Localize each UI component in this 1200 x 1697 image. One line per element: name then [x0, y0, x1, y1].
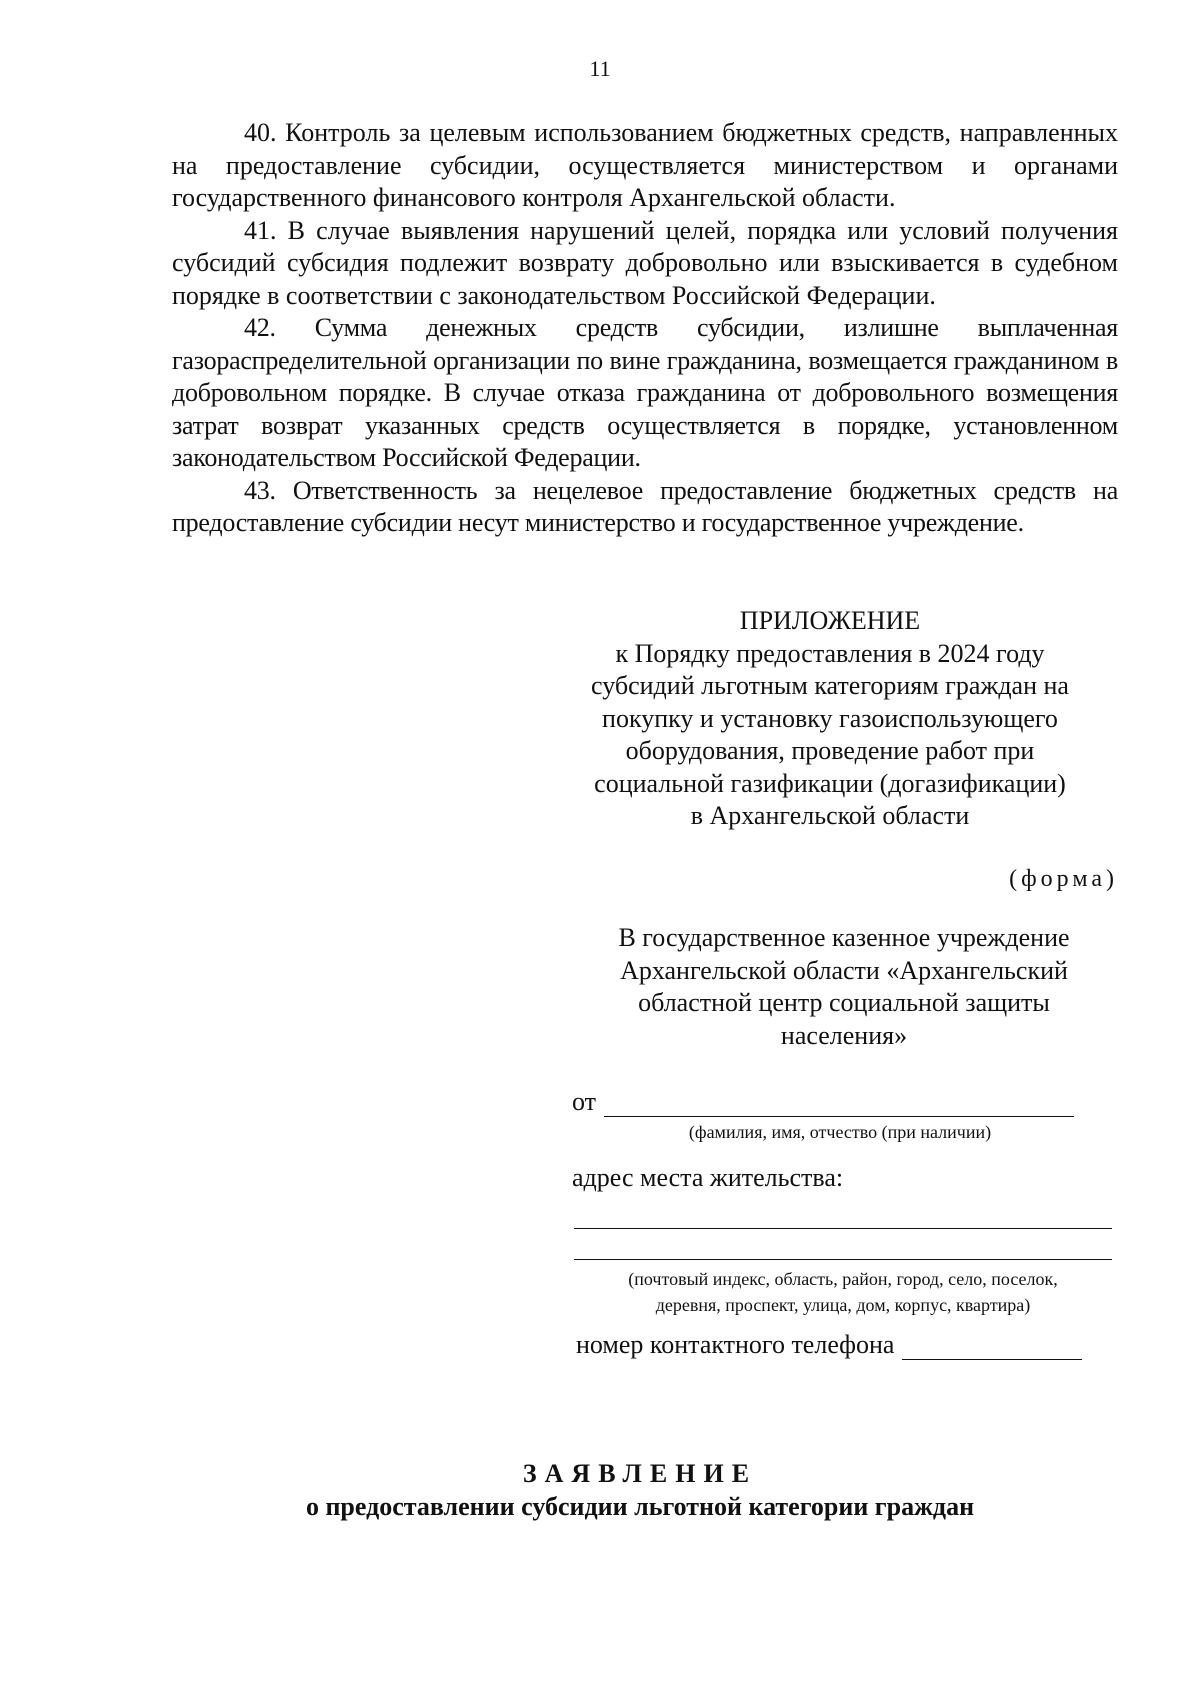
- appendix-block: [552, 605, 1108, 833]
- phone-label: номер контактного телефона: [576, 1330, 895, 1359]
- fio-caption: (фамилия, имя, отчество (при наличии): [688, 1122, 992, 1142]
- address-input-line-1[interactable]: [574, 1228, 1112, 1229]
- forma-label: (форма): [1009, 866, 1118, 892]
- statement-subtitle: о предоставлении субсидии льготной категории граждан: [305, 1492, 975, 1521]
- from-label: от: [572, 1087, 597, 1116]
- paragraph-43: 43. Ответственность за нецелевое предоставление бюджетных средств на предоставление субсидии несут министерство и государственное учреждение.: [172, 475, 1118, 537]
- statement-title: ЗАЯВЛЕНИЕ: [522, 1459, 758, 1488]
- addressee: В государственное казенное учреждение Архангельской области «Архангельский областной центр социальной защиты населения»: [618, 923, 1070, 1050]
- phone-input-line[interactable]: [902, 1333, 1082, 1360]
- fio-input-line[interactable]: [604, 1090, 1074, 1117]
- paragraph-40: 40. Контроль за целевым использованием бюджетных средств, направленных на предоставление субсидии, осуществляется министерством и органами государственного финансового контроля Архангельской области.: [172, 118, 1118, 212]
- appendix-title: ПРИЛОЖЕНИЕ: [739, 606, 921, 635]
- page-number: 11: [589, 56, 611, 81]
- address-caption: (почтовый индекс, область, район, город, село, поселок, деревня, проспект, улица, дом, корпус, квартира): [628, 1269, 1058, 1315]
- paragraph-41: 41. В случае выявления нарушений целей, порядка или условий получения субсидий субсидия подлежит возврату добровольно или взыскивается в судебном порядке в соответствии с законодательством Российской Федерации.: [172, 215, 1118, 310]
- address-input-line-2[interactable]: [574, 1259, 1112, 1260]
- body-text: [172, 117, 1118, 540]
- from-row: [572, 1087, 1074, 1117]
- phone-row: [576, 1330, 1082, 1360]
- paragraph-42: 42. Сумма денежных средств субсидии, излишне выплаченная газораспределительной организации по вине гражданина, возмещается гражданином в добровольном порядке. В случае отказа гражданина от добровольного возмещения затрат возврат указанных средств осуществляется в порядке, установленном законодательством Российской Федерации.: [172, 313, 1118, 472]
- appendix-description: к Порядку предоставления в 2024 году субсидий льготным категориям граждан на покупку и установку газоиспользующего оборудования, проведение работ при социальной газификации (догазификации) в Архангельской области: [591, 638, 1069, 830]
- address-label: адрес места жительства:: [572, 1163, 844, 1192]
